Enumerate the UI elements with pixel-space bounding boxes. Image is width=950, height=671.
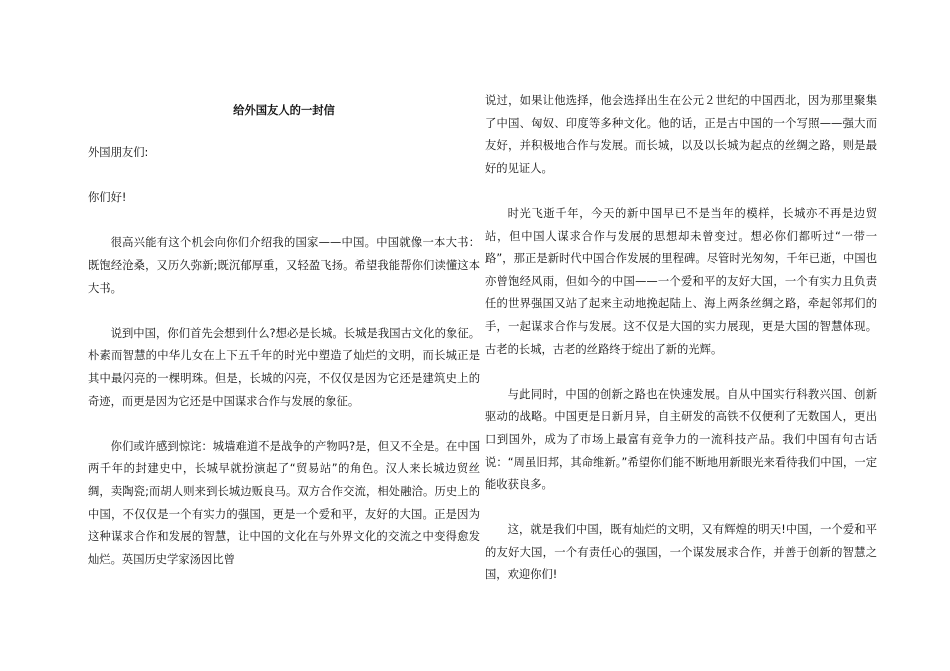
paragraph-closing: 这，就是我们中国，既有灿烂的文明，又有辉煌的明天!中国，一个爱和平的友好大国，一个有责任心的强国，一个谋发展求合作，并善于创新的智慧之国，欢迎你们! (485, 523, 877, 582)
greeting: 你们好! (88, 191, 127, 205)
paragraph-innovation: 与此同时，中国的创新之路也在快速发展。自从中国实行科教兴国、创新驱动的战略。中国更是日新月异，自主研发的高铁不仅便利了无数国人，更出口到国外，成为了市场上最富有竞争力的一流科技产品。我们中国有句古话说：“周虽旧邦，其命维新。”希望你们能不断地用新眼光来看待我们中国，一定能收获良多。 (485, 387, 877, 492)
paragraph-trade-history: 你们或许感到惊诧：城墙难道不是战争的产物吗?是，但又不全是。在中国两千年的封建史中，长城早就扮演起了“贸易站”的角色。汉人来长城边贸丝绸，卖陶瓷;而胡人则来到长城边贩良马。双方合作交流，相处融洽。历史上的中国，不仅仅是一个有实力的强国，更是一个爱和平，友好的大国。正是因为这种谋求合作和发展的智慧，让中国的文化在与外界文化的交流之中变得愈发灿烂。英国历史学家汤因比曾 (88, 439, 480, 566)
paragraph-belt-and-road: 时光飞逝千年，今天的新中国早已不是当年的模样，长城亦不再是边贸站，但中国人谋求合作与发展的思想却未曾变过。想必你们都听过“一带一路”，那正是新时代中国合作发展的里程碑。尽管时光匆匆，千年已逝，中国也亦曾饱经风雨，但如今的中国——一个爱和平的友好大国，一个有实力且负责任的世界强国又站了起来主动地挽起陆上、海上两条丝绸之路，牵起邻邦们的手，一起谋求合作与发展。这不仅是大国的实力展现，更是大国的智慧体现。古老的长城，古老的丝路终于绽出了新的光辉。 (485, 206, 877, 356)
letter-title: 给外国友人的一封信 (233, 104, 335, 117)
right-column (485, 90, 877, 610)
left-column (88, 100, 480, 594)
paragraph-intro: 很高兴能有这个机会向你们介绍我的国家——中国。中国就像一本大书：既饱经沧桑，又历久弥新;既沉郁厚重，又轻盈飞扬。希望我能帮你们读懂这本大书。 (88, 236, 480, 295)
salutation: 外国朋友们: (88, 146, 149, 159)
paragraph-continuation: 说过，如果让他选择，他会选择出生在公元２世纪的中国西北，因为那里聚集了中国、匈奴、印度等多种文化。他的话，正是古中国的一个写照——强大而友好，并积极地合作与发展。而长城，以及以长城为起点的丝绸之路，则是最好的见证人。 (485, 94, 877, 175)
paragraph-great-wall: 说到中国，你们首先会想到什么?想必是长城。长城是我国古文化的象征。朴素而智慧的中华儿女在上下五千年的时光中塑造了灿烂的文明，而长城正是其中最闪亮的一棵明珠。但是，长城的闪亮，不仅仅是因为它还是建筑史上的奇迹，而更是因为它还是中国谋求合作与发展的象征。 (88, 326, 480, 408)
